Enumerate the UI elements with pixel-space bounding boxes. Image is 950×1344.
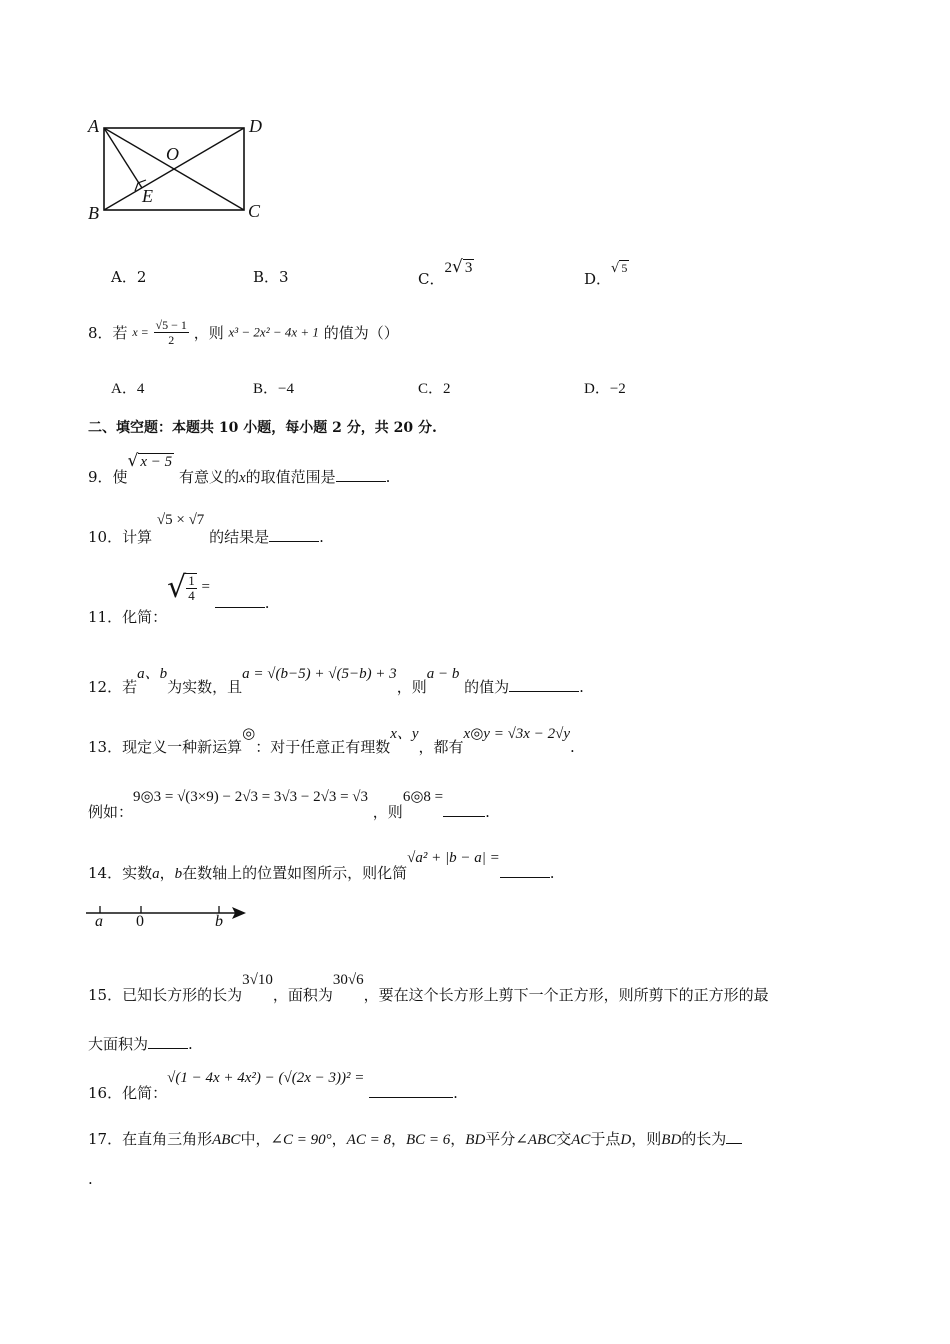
question-8: 8．若 x = $\frac{√5 - 1}{2}$ ，则 x³ − 2x² − 4x + 1 的值为（）: [88, 318, 399, 347]
label-C: C: [248, 201, 261, 221]
question-16: 16．化简：√(1 − 4x + 4x²) − (√(2x − 3))² = .: [88, 1070, 458, 1102]
q12-answer-blank[interactable]: [509, 690, 579, 692]
q17-end: .: [88, 1170, 93, 1188]
q13-answer-blank[interactable]: [443, 815, 485, 817]
question-9: 9．使√ x − 5 有意义的x的取值范围是 .: [88, 451, 391, 486]
q8-option-d: D．−2: [584, 381, 626, 397]
numberline-label-b: b: [215, 913, 223, 930]
q15-answer-blank[interactable]: [148, 1047, 188, 1049]
q7-option-d: D．√ 5: [584, 261, 628, 288]
question-13-example: 例如：9◎3 = √(3×9) − 2√3 = 3√3 − 2√3 = √3 ，则6◎8 =.: [88, 789, 490, 821]
q8-option-b: B．−4: [253, 381, 294, 397]
q10-answer-blank[interactable]: [269, 540, 319, 542]
question-12: 12．若a、b为实数，且a = √(b−5) + √(5−b) + 3，则a − b 的值为 .: [88, 666, 584, 696]
q11-answer-blank[interactable]: [215, 606, 265, 608]
numberline-label-zero: 0: [136, 913, 144, 930]
q7-option-b: B．3: [253, 268, 289, 286]
question-11: 11．化简：√ $\frac{1}{4}$ = .: [88, 570, 270, 626]
question-14: 14．实数a，b在数轴上的位置如图所示，则化简√a² + |b − a| =.: [88, 850, 555, 882]
number-line: [86, 900, 256, 925]
label-A: A: [88, 116, 99, 136]
q7-option-a: A．2: [111, 268, 147, 286]
q8-option-c: C．2: [418, 381, 451, 397]
question-15-line2: 大面积为 .: [88, 1035, 193, 1053]
q9-answer-blank[interactable]: [336, 480, 386, 482]
q8-option-a: A．4: [111, 381, 145, 397]
q8-fraction: $\frac{√5 - 1}{2}$: [155, 318, 187, 347]
question-10: 10．计算 √5 × √7 的结果是 .: [88, 512, 324, 546]
section-2-title: 二、填空题：本题共 10 小题，每小题 2 分，共 20 分.: [88, 420, 437, 436]
label-O: O: [166, 144, 179, 164]
q7-option-c: C．2√ 3: [418, 257, 473, 288]
label-E: E: [142, 186, 153, 206]
question-15: 15．已知长方形的长为3√10，面积为30√6，要在这个长方形上剪下一个正方形，则所剪下的正方形的最: [88, 972, 769, 1004]
q14-answer-blank[interactable]: [500, 876, 550, 878]
question-17: 17．在直角三角形ABC中，∠C = 90°，AC = 8，BC = 6，BD平分∠ABC交AC于点D，则BD的长为: [88, 1128, 742, 1149]
q17-answer-blank[interactable]: [726, 1142, 742, 1144]
numberline-label-a: a: [95, 913, 103, 930]
label-B: B: [88, 203, 99, 223]
question-13: 13．现定义一种新运算◎：对于任意正有理数x、y，都有x◎y = √3x − 2√y.: [88, 726, 575, 756]
label-D: D: [249, 116, 262, 136]
q16-answer-blank[interactable]: [369, 1096, 453, 1098]
